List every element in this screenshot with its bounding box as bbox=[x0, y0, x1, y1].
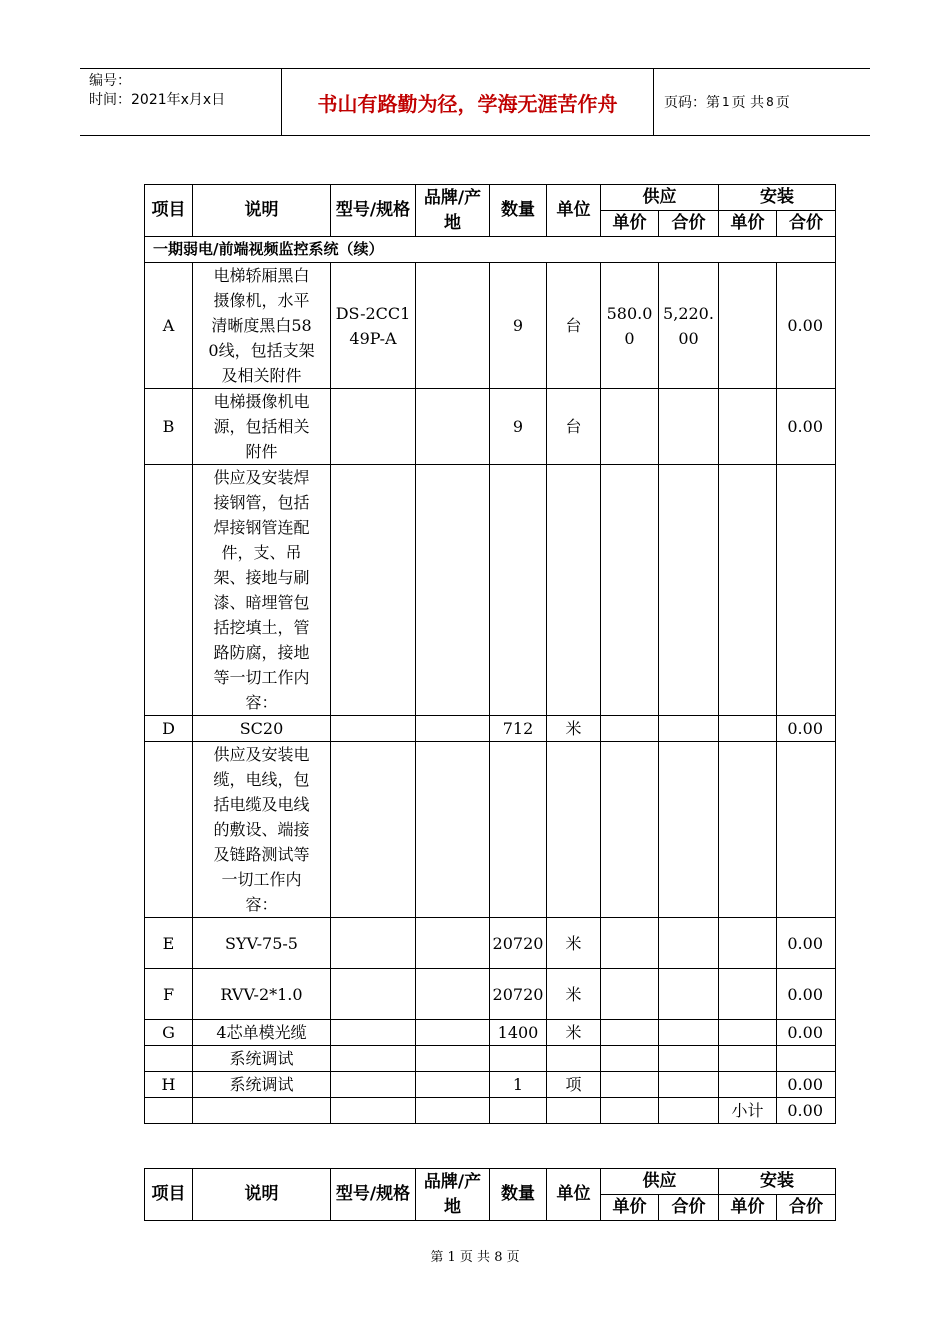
col-brand-header: 品牌/产地 bbox=[416, 1169, 490, 1221]
install-total-price-cell: 0.00 bbox=[777, 1072, 836, 1098]
brand-cell bbox=[416, 465, 490, 716]
supply-unit-price-cell bbox=[601, 465, 659, 716]
table-row bbox=[145, 716, 836, 742]
brand-cell bbox=[416, 1046, 490, 1072]
install-unit-price-cell bbox=[719, 969, 777, 1020]
page-header bbox=[80, 68, 870, 136]
item-cell: B bbox=[145, 389, 193, 465]
model-cell bbox=[331, 742, 416, 918]
page-mid: 页 共 bbox=[731, 95, 765, 111]
supply-unit-price-cell bbox=[601, 1046, 659, 1072]
header-meta bbox=[80, 69, 282, 135]
item-cell: H bbox=[145, 1072, 193, 1098]
desc-cell: 电梯轿厢黑白摄像机，水平清晰度黑白580线，包括支架及相关附件 bbox=[193, 263, 331, 389]
qty-cell bbox=[490, 1046, 547, 1072]
supply-unit-price-header: 单价 bbox=[601, 1195, 659, 1221]
qty-cell: 9 bbox=[490, 263, 547, 389]
model-cell bbox=[331, 1072, 416, 1098]
col-install-header: 安装 bbox=[719, 185, 836, 211]
supply-total-price-cell bbox=[659, 742, 719, 918]
motto: 书山有路勤为径，学海无涯苦作舟 bbox=[282, 69, 654, 135]
continued-table-header bbox=[144, 1168, 836, 1221]
qty-cell: 712 bbox=[490, 716, 547, 742]
supply-total-price-cell bbox=[659, 389, 719, 465]
install-unit-price-cell bbox=[719, 716, 777, 742]
page-total: 8 bbox=[766, 95, 774, 109]
desc-cell: SYV-75-5 bbox=[193, 918, 331, 969]
install-total-price-cell: 0.00 bbox=[777, 918, 836, 969]
supply-total-price-cell bbox=[659, 716, 719, 742]
col-brand-header: 品牌/产地 bbox=[416, 185, 490, 237]
supply-total-price-cell: 5,220.00 bbox=[659, 263, 719, 389]
install-total-price-header: 合价 bbox=[777, 211, 836, 237]
brand-cell bbox=[416, 1020, 490, 1046]
install-total-price-cell: 0.00 bbox=[777, 263, 836, 389]
desc-cell: 供应及安装焊接钢管，包括焊接钢管连配件，支、吊架、接地与刷漆、暗埋管包括挖填土，管路防腐，接地等一切工作内容： bbox=[193, 465, 331, 716]
unit-cell: 米 bbox=[547, 1020, 601, 1046]
subtotal-label: 小计 bbox=[719, 1098, 777, 1124]
install-unit-price-cell bbox=[719, 389, 777, 465]
model-cell bbox=[331, 1046, 416, 1072]
model-cell: DS-2CC149P-A bbox=[331, 263, 416, 389]
desc-cell: 系统调试 bbox=[193, 1072, 331, 1098]
col-item-header: 项目 bbox=[145, 1169, 193, 1221]
supply-total-price-cell bbox=[659, 1020, 719, 1046]
install-unit-price-cell bbox=[719, 1020, 777, 1046]
supply-unit-price-cell bbox=[601, 1072, 659, 1098]
model-cell bbox=[331, 716, 416, 742]
section-row bbox=[145, 237, 836, 263]
model-cell bbox=[331, 1020, 416, 1046]
brand-cell bbox=[416, 742, 490, 918]
item-cell bbox=[145, 742, 193, 918]
install-total-price-cell bbox=[777, 465, 836, 716]
brand-cell bbox=[416, 716, 490, 742]
col-desc-header: 说明 bbox=[193, 185, 331, 237]
install-unit-price-cell bbox=[719, 263, 777, 389]
table-row bbox=[145, 918, 836, 969]
page-indicator bbox=[654, 69, 870, 135]
page-suffix: 页 bbox=[775, 95, 790, 111]
subtotal-value: 0.00 bbox=[777, 1098, 836, 1124]
supply-total-price-cell bbox=[659, 918, 719, 969]
install-unit-price-header: 单价 bbox=[719, 211, 777, 237]
time-label: 时间：2021年x月x日 bbox=[89, 92, 226, 108]
col-model-header: 型号/规格 bbox=[331, 1169, 416, 1221]
col-unit-header: 单位 bbox=[547, 1169, 601, 1221]
model-cell bbox=[331, 465, 416, 716]
table-row bbox=[145, 465, 836, 716]
unit-cell: 台 bbox=[547, 389, 601, 465]
install-total-price-cell bbox=[777, 742, 836, 918]
install-total-price-cell: 0.00 bbox=[777, 716, 836, 742]
install-unit-price-cell bbox=[719, 465, 777, 716]
install-total-price-cell bbox=[777, 1046, 836, 1072]
subtotal-row bbox=[145, 1098, 836, 1124]
item-cell bbox=[145, 465, 193, 716]
col-supply-header: 供应 bbox=[601, 185, 719, 211]
col-qty-header: 数量 bbox=[490, 1169, 547, 1221]
desc-cell: 电梯摄像机电源，包括相关附件 bbox=[193, 389, 331, 465]
table-row bbox=[145, 1046, 836, 1072]
supply-total-price-header: 合价 bbox=[659, 211, 719, 237]
unit-cell: 米 bbox=[547, 969, 601, 1020]
table-row bbox=[145, 263, 836, 389]
item-cell: E bbox=[145, 918, 193, 969]
item-cell: F bbox=[145, 969, 193, 1020]
col-qty-header: 数量 bbox=[490, 185, 547, 237]
header-row bbox=[145, 185, 836, 211]
brand-cell bbox=[416, 969, 490, 1020]
item-cell: D bbox=[145, 716, 193, 742]
unit-cell bbox=[547, 1046, 601, 1072]
table-row bbox=[145, 1020, 836, 1046]
item-cell: A bbox=[145, 263, 193, 389]
col-install-header: 安装 bbox=[719, 1169, 836, 1195]
unit-cell: 米 bbox=[547, 716, 601, 742]
supply-unit-price-cell: 580.00 bbox=[601, 263, 659, 389]
col-supply-header: 供应 bbox=[601, 1169, 719, 1195]
supply-unit-price-cell bbox=[601, 716, 659, 742]
desc-cell: 系统调试 bbox=[193, 1046, 331, 1072]
qty-cell bbox=[490, 742, 547, 918]
model-cell bbox=[331, 969, 416, 1020]
supply-total-price-cell bbox=[659, 1072, 719, 1098]
qty-cell bbox=[490, 465, 547, 716]
desc-cell: 4芯单模光缆 bbox=[193, 1020, 331, 1046]
number-label: 编号： bbox=[89, 73, 131, 89]
model-cell bbox=[331, 918, 416, 969]
install-total-price-cell: 0.00 bbox=[777, 969, 836, 1020]
install-unit-price-cell bbox=[719, 918, 777, 969]
brand-cell bbox=[416, 1072, 490, 1098]
desc-cell: RVV-2*1.0 bbox=[193, 969, 331, 1020]
supply-total-price-cell bbox=[659, 969, 719, 1020]
item-cell: G bbox=[145, 1020, 193, 1046]
quote-table bbox=[144, 184, 836, 1124]
supply-unit-price-cell bbox=[601, 742, 659, 918]
col-model-header: 型号/规格 bbox=[331, 185, 416, 237]
item-cell bbox=[145, 1046, 193, 1072]
unit-cell: 台 bbox=[547, 263, 601, 389]
table-row bbox=[145, 742, 836, 918]
desc-cell: SC20 bbox=[193, 716, 331, 742]
unit-cell: 米 bbox=[547, 918, 601, 969]
brand-cell bbox=[416, 389, 490, 465]
brand-cell bbox=[416, 918, 490, 969]
supply-total-price-header: 合价 bbox=[659, 1195, 719, 1221]
desc-cell: 供应及安装电缆，电线，包括电缆及电线的敷设、端接及链路测试等一切工作内容： bbox=[193, 742, 331, 918]
model-cell bbox=[331, 389, 416, 465]
page-footer: 第 1 页 共 8 页 bbox=[430, 1250, 520, 1265]
page-current: 1 bbox=[722, 95, 730, 109]
col-unit-header: 单位 bbox=[547, 185, 601, 237]
table-row bbox=[145, 1072, 836, 1098]
brand-cell bbox=[416, 263, 490, 389]
supply-unit-price-cell bbox=[601, 918, 659, 969]
unit-cell bbox=[547, 465, 601, 716]
qty-cell: 20720 bbox=[490, 969, 547, 1020]
supply-total-price-cell bbox=[659, 1046, 719, 1072]
install-unit-price-cell bbox=[719, 742, 777, 918]
supply-unit-price-cell bbox=[601, 1020, 659, 1046]
install-total-price-header: 合价 bbox=[777, 1195, 836, 1221]
install-unit-price-cell bbox=[719, 1072, 777, 1098]
qty-cell: 9 bbox=[490, 389, 547, 465]
supply-unit-price-cell bbox=[601, 969, 659, 1020]
page-prefix: 页码：第 bbox=[664, 95, 720, 111]
install-total-price-cell: 0.00 bbox=[777, 389, 836, 465]
unit-cell: 项 bbox=[547, 1072, 601, 1098]
supply-unit-price-header: 单价 bbox=[601, 211, 659, 237]
section-title: 一期弱电/前端视频监控系统（续） bbox=[145, 237, 836, 263]
table-row bbox=[145, 389, 836, 465]
install-unit-price-cell bbox=[719, 1046, 777, 1072]
qty-cell: 1 bbox=[490, 1072, 547, 1098]
install-total-price-cell: 0.00 bbox=[777, 1020, 836, 1046]
table-body bbox=[145, 263, 836, 1098]
table-row bbox=[145, 969, 836, 1020]
unit-cell bbox=[547, 742, 601, 918]
supply-total-price-cell bbox=[659, 465, 719, 716]
install-unit-price-header: 单价 bbox=[719, 1195, 777, 1221]
col-desc-header: 说明 bbox=[193, 1169, 331, 1221]
supply-unit-price-cell bbox=[601, 389, 659, 465]
qty-cell: 20720 bbox=[490, 918, 547, 969]
qty-cell: 1400 bbox=[490, 1020, 547, 1046]
col-item-header: 项目 bbox=[145, 185, 193, 237]
